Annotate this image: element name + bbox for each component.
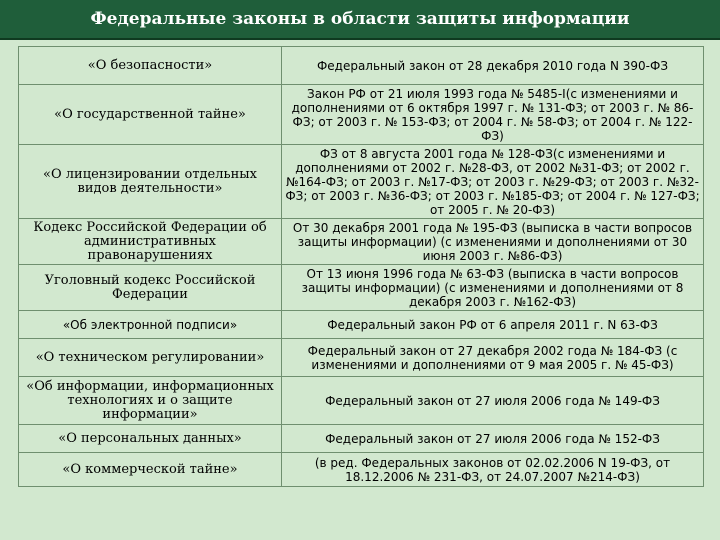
- slide-title: Федеральные законы в области защиты информации: [0, 0, 720, 40]
- table-row: [19, 425, 704, 453]
- law-name-cell: «Об электронной подписи»: [19, 311, 282, 339]
- law-desc-cell: Федеральный закон от 28 декабря 2010 года N 390-ФЗ: [282, 47, 704, 85]
- law-desc-cell: Закон РФ от 21 июля 1993 года № 5485-I(с изменениями и дополнениями от 6 октября 1997 г. № 131-ФЗ; от 2003 г. № 86-ФЗ; от 2003 г. № 153-ФЗ; от 2004 г. № 58-ФЗ; от 2004 г. № 122-ФЗ): [282, 85, 704, 145]
- table-row: [19, 47, 704, 85]
- table-row: [19, 265, 704, 311]
- law-name-cell: Кодекс Российской Федерации об административных правонарушениях: [19, 219, 282, 265]
- law-name-cell: «О персональных данных»: [19, 425, 282, 453]
- table-row: [19, 339, 704, 377]
- law-name-cell: «О государственной тайне»: [19, 85, 282, 145]
- table-row: [19, 219, 704, 265]
- law-name-cell: «О безопасности»: [19, 47, 282, 85]
- table-row: [19, 145, 704, 219]
- footer-strip: [0, 500, 720, 540]
- law-desc-cell: От 13 июня 1996 года № 63-ФЗ (выписка в части вопросов защиты информации) (с изменениями и дополнениями от 8 декабря 2003 г. №162-ФЗ): [282, 265, 704, 311]
- table-row: [19, 377, 704, 425]
- law-name-cell: «Об информации, информационных технологиях и о защите информации»: [19, 377, 282, 425]
- table-row: [19, 453, 704, 487]
- law-desc-cell: От 30 декабря 2001 года № 195-ФЗ (выписка в части вопросов защиты информации) (с изменениями и дополнениями от 30 июня 2003 г. №86-ФЗ): [282, 219, 704, 265]
- law-name-cell: «О техническом регулировании»: [19, 339, 282, 377]
- law-name-cell: «О лицензировании отдельных видов деятельности»: [19, 145, 282, 219]
- table-row: [19, 85, 704, 145]
- law-desc-cell: Федеральный закон от 27 декабря 2002 года № 184-ФЗ (с изменениями и дополнениями от 9 мая 2005 г. № 45-ФЗ): [282, 339, 704, 377]
- law-name-cell: «О коммерческой тайне»: [19, 453, 282, 487]
- law-desc-cell: Федеральный закон от 27 июля 2006 года № 149-ФЗ: [282, 377, 704, 425]
- law-name-cell: Уголовный кодекс Российской Федерации: [19, 265, 282, 311]
- law-desc-cell: Федеральный закон от 27 июля 2006 года № 152-ФЗ: [282, 425, 704, 453]
- law-desc-cell: Федеральный закон РФ от 6 апреля 2011 г. N 63-ФЗ: [282, 311, 704, 339]
- table-row: [19, 311, 704, 339]
- law-desc-cell: (в ред. Федеральных законов от 02.02.2006 N 19-ФЗ, от 18.12.2006 № 231-ФЗ, от 24.07.2007 №214-ФЗ): [282, 453, 704, 487]
- law-desc-cell: ФЗ от 8 августа 2001 года № 128-ФЗ(с изменениями и дополнениями от 2002 г. №28-ФЗ, от 2002 №31-ФЗ; от 2002 г. №164-ФЗ; от 2003 г. №17-ФЗ; от 2003 г. №29-ФЗ; от 2003 г. №32-ФЗ; от 2003 г. №36-ФЗ; от 2003 г. №185-ФЗ; от 2004 г. № 127-ФЗ; от 2005 г. № 20-ФЗ): [282, 145, 704, 219]
- laws-table-wrap: [18, 46, 704, 490]
- laws-table: [18, 46, 704, 487]
